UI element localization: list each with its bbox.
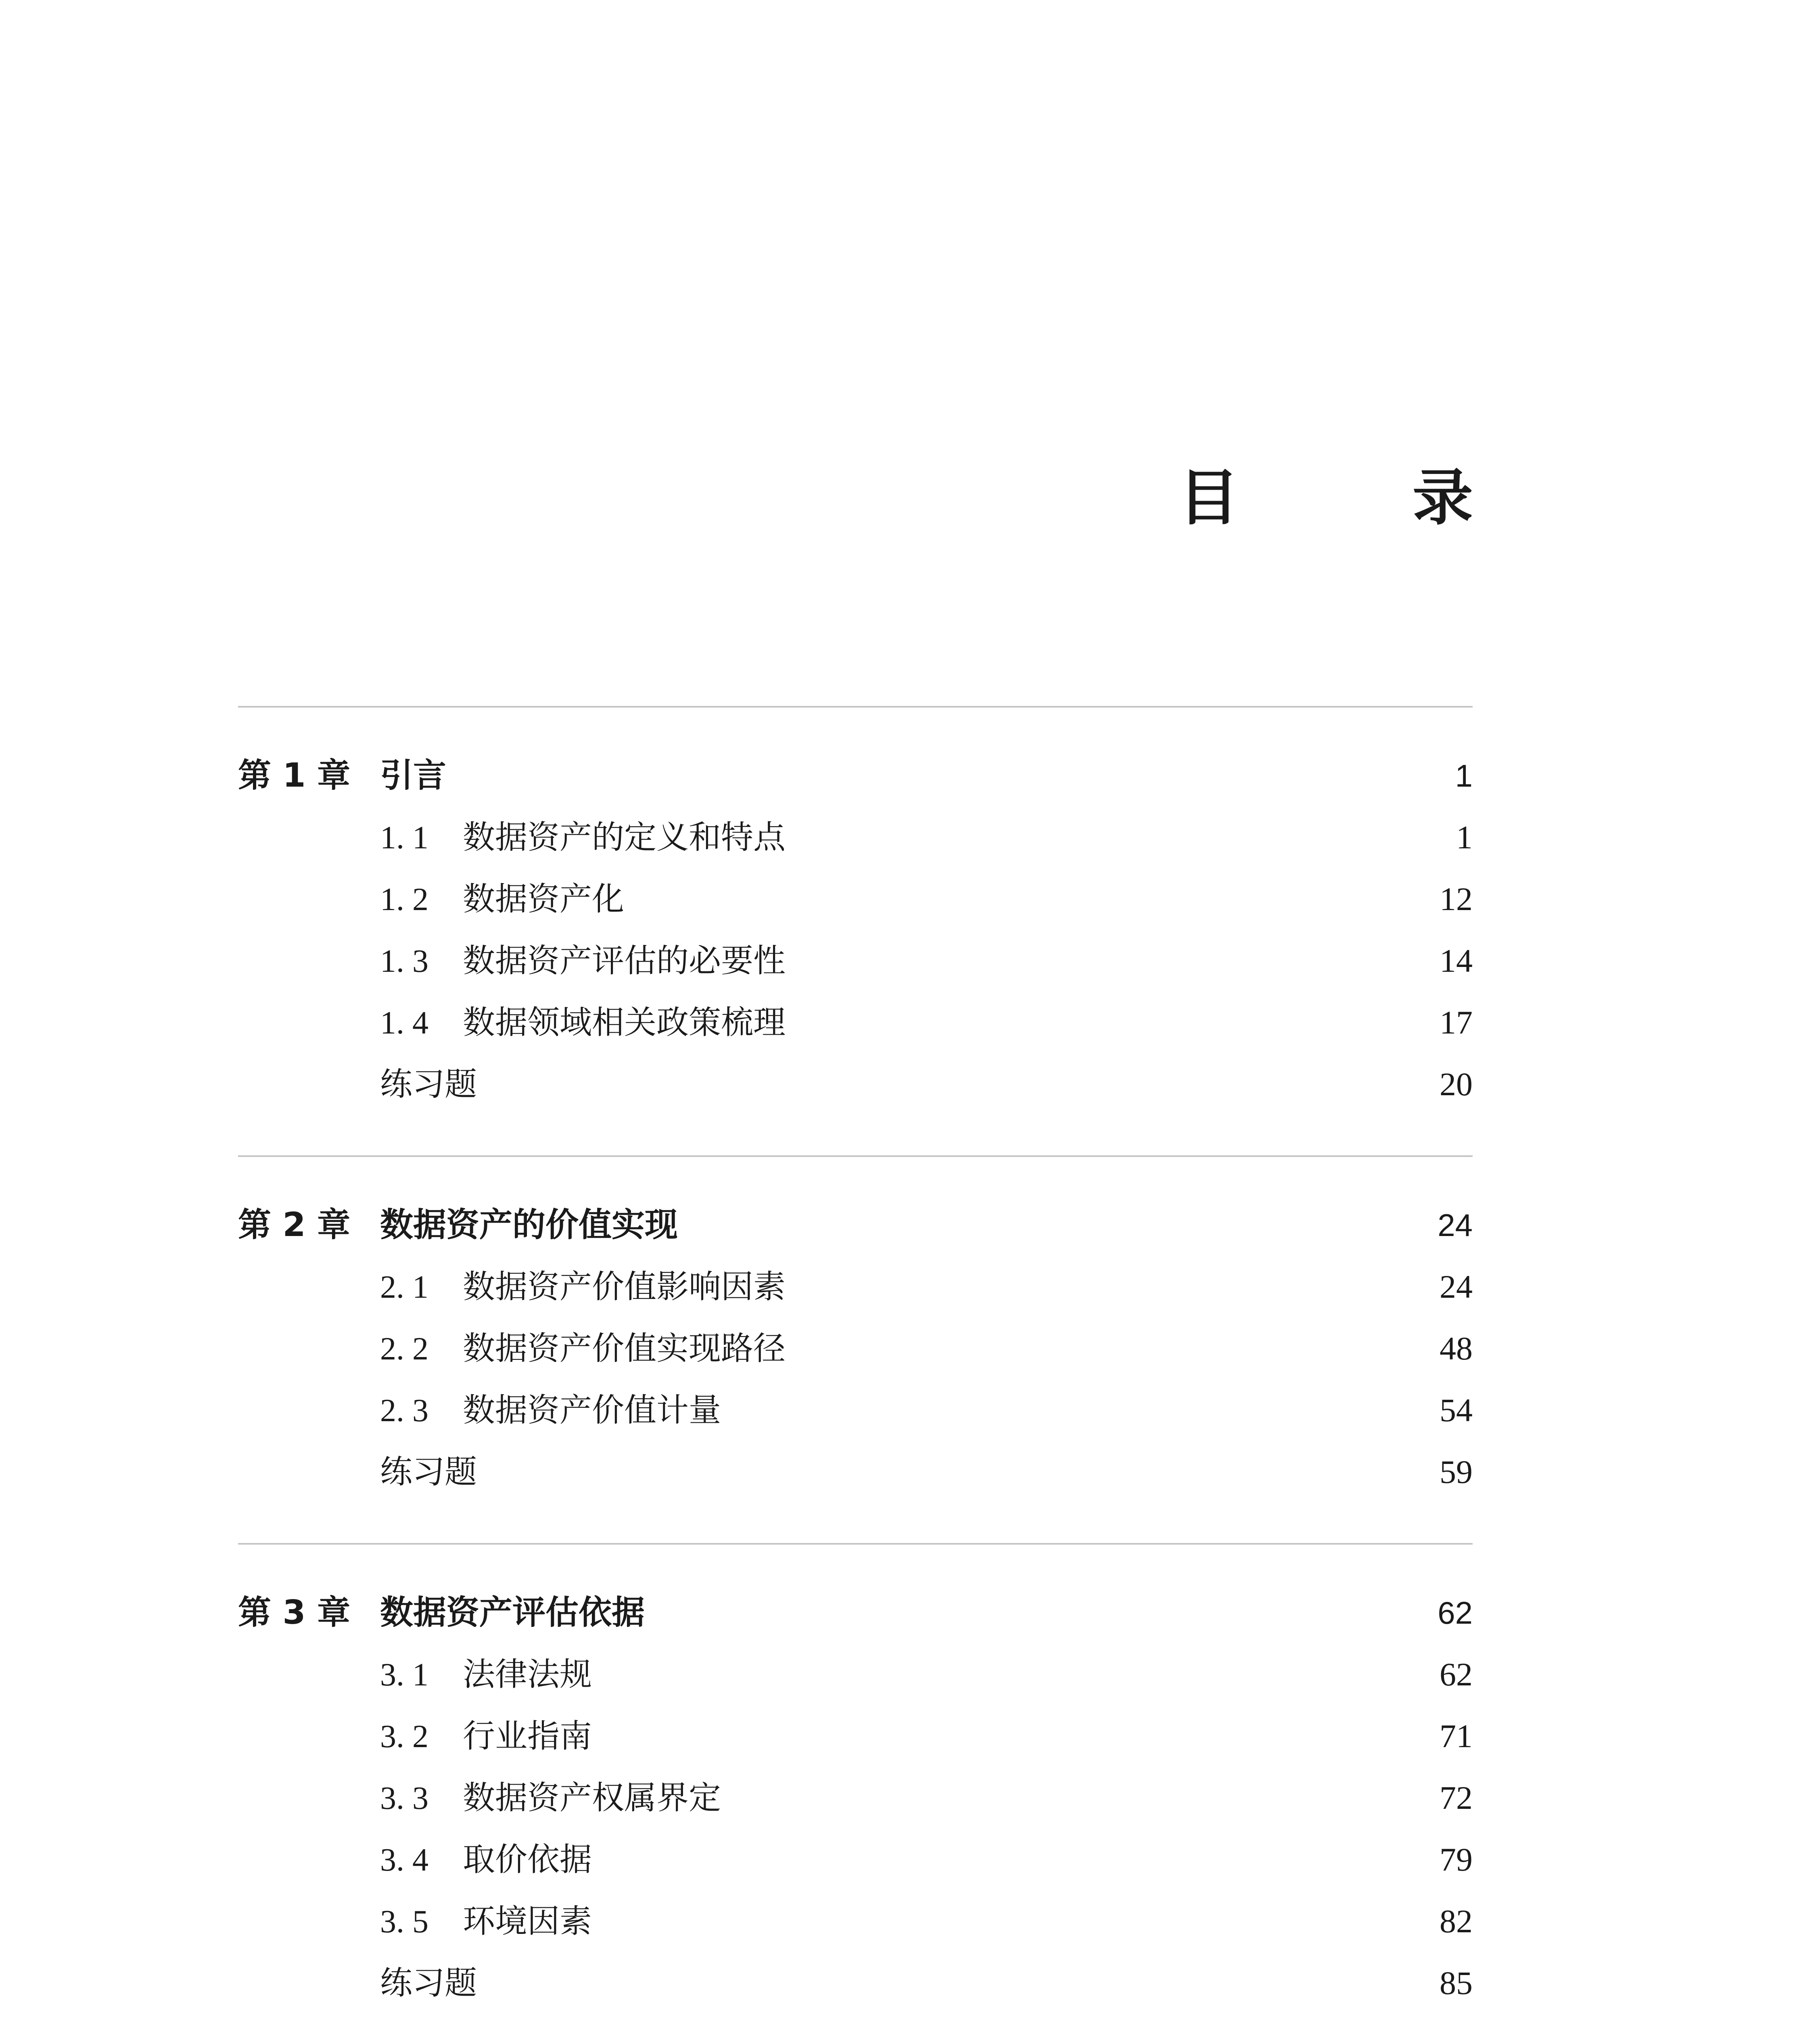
chapter-number: 第 1 章 [238,756,351,795]
page-number: 59 [1440,1453,1473,1490]
chapter-2 [238,1157,1473,1543]
page-title: 目 录 [1178,463,1530,533]
section-title: 法律法规 [463,1656,592,1693]
section-number: 1. 2 [380,882,428,917]
section-number: 3. 3 [380,1781,428,1816]
page-number: 54 [1440,1392,1473,1428]
toc-entry[interactable] [238,992,1473,1053]
page-number: 72 [1440,1779,1473,1816]
chapter-3 [238,1545,1473,2017]
section-title: 练习题 [380,1964,477,2002]
toc-entry[interactable] [238,1829,1473,1890]
section-title: 数据资产化 [463,880,624,918]
chapter-heading[interactable] [238,1582,1473,1643]
toc-entry[interactable] [238,1767,1473,1829]
page-number: 24 [1438,1207,1473,1243]
page-number: 48 [1440,1330,1473,1367]
section-number: 3. 2 [380,1719,428,1754]
section-title: 练习题 [380,1065,477,1103]
toc-entry[interactable] [238,1256,1473,1318]
table-of-contents [238,706,1473,2017]
toc-entry[interactable] [238,1643,1473,1705]
section-number: 1. 3 [380,944,428,979]
page-number: 71 [1440,1718,1473,1754]
page-number: 14 [1440,942,1473,979]
section-title: 环境因素 [463,1902,592,1940]
chapter-title: 引言 [380,756,447,795]
page-number: 12 [1440,881,1473,917]
section-title: 数据资产价值影响因素 [463,1268,786,1305]
toc-entry[interactable] [238,868,1473,930]
section-number: 2. 2 [380,1331,428,1367]
toc-entry[interactable] [238,806,1473,868]
section-title: 取价依据 [463,1841,592,1878]
toc-entry-exercises[interactable] [238,1441,1473,1503]
section-number: 3. 1 [380,1657,428,1693]
section-number: 3. 4 [380,1842,428,1878]
section-title: 数据资产价值计量 [463,1391,721,1429]
chapter-number: 第 2 章 [238,1206,351,1244]
toc-entry[interactable] [238,1890,1473,1952]
section-number: 1. 1 [380,820,428,856]
section-title: 数据资产的定义和特点 [463,818,786,856]
section-number: 3. 5 [380,1904,428,1940]
chapter-title: 数据资产的价值实现 [380,1206,678,1244]
page-number: 24 [1440,1268,1473,1305]
toc-entry-exercises[interactable] [238,1952,1473,2014]
page-number: 85 [1440,1965,1473,2001]
section-title: 数据资产权属界定 [463,1779,721,1817]
page-number: 82 [1440,1903,1473,1940]
toc-entry-exercises[interactable] [238,1053,1473,1115]
page-number: 1 [1455,758,1473,793]
toc-entry[interactable] [238,1705,1473,1767]
section-number: 2. 3 [380,1393,428,1428]
page-number: 62 [1438,1595,1473,1631]
page-number: 62 [1440,1656,1473,1693]
toc-entry[interactable] [238,1318,1473,1379]
section-number: 1. 4 [380,1005,428,1041]
section-title: 数据资产评估的必要性 [463,942,786,979]
chapter-1 [238,708,1473,1155]
toc-entry[interactable] [238,1379,1473,1441]
chapter-number: 第 3 章 [238,1593,351,1632]
page-number: 17 [1440,1004,1473,1041]
section-title: 数据领域相关政策梳理 [463,1004,786,1041]
section-number: 2. 1 [380,1269,428,1305]
chapter-heading[interactable] [238,745,1473,806]
page-number: 1 [1456,819,1473,856]
toc-entry[interactable] [238,930,1473,992]
page-number: 79 [1440,1841,1473,1878]
section-title: 练习题 [380,1453,477,1491]
chapter-heading[interactable] [238,1194,1473,1256]
page-number: 20 [1440,1066,1473,1102]
section-title: 行业指南 [463,1717,592,1755]
section-title: 数据资产价值实现路径 [463,1330,786,1367]
chapter-title: 数据资产评估依据 [380,1593,645,1632]
